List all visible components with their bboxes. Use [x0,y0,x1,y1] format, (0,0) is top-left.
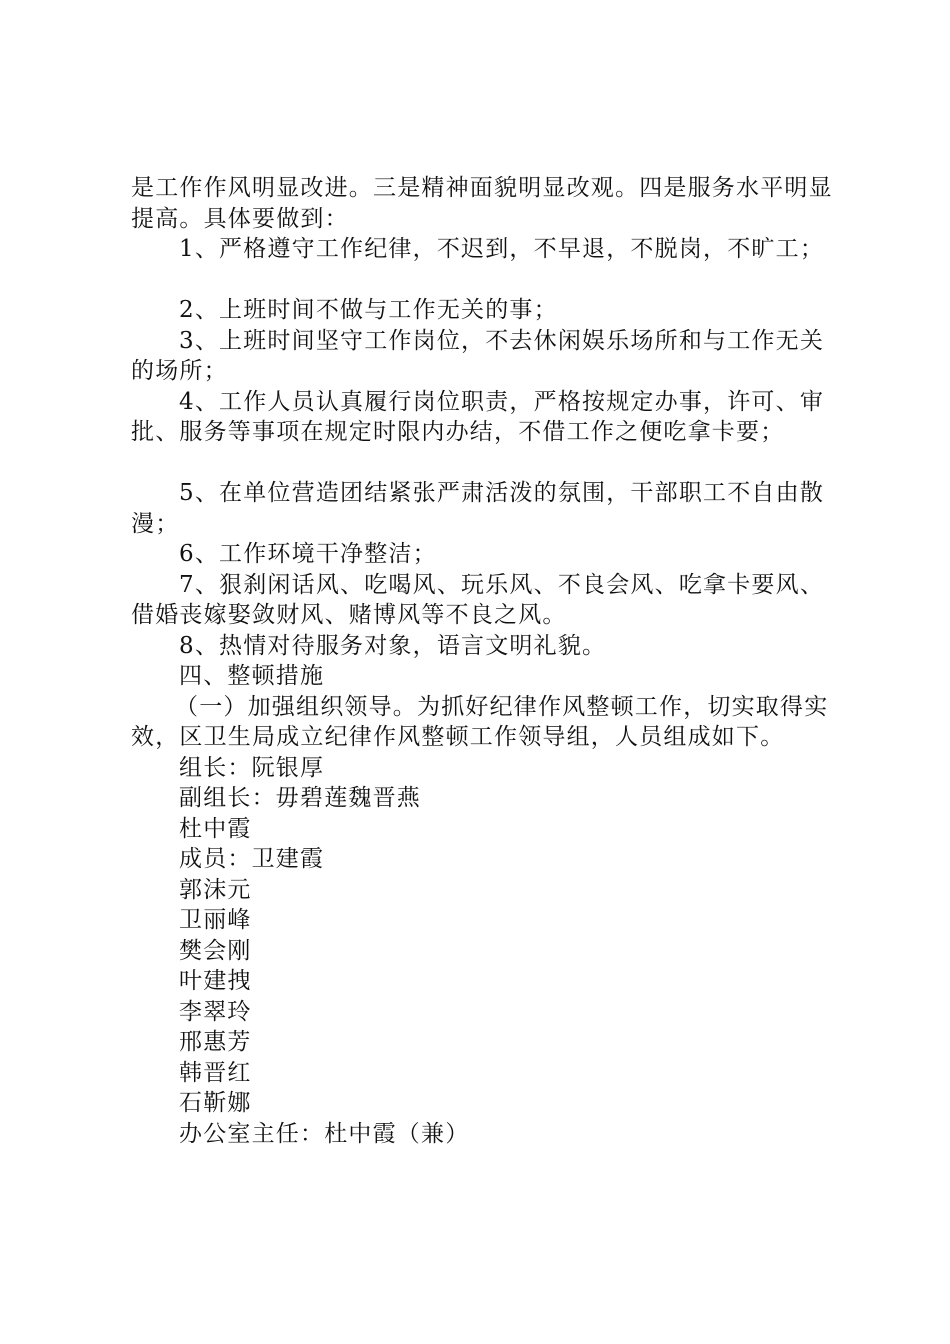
member-line: 樊会刚 [179,937,252,964]
member-line: 副组长：毋碧莲魏晋燕 [179,785,421,811]
member-line: 韩晋红 [179,1059,252,1086]
document-body [131,173,843,1149]
paragraph: 7、狠刹闲话风、吃喝风、玩乐风、不良会风、吃拿卡要风、借婚丧嫁娶敛财风、赌博风等不良之风。 [131,571,825,628]
member-line: 叶建拽 [179,968,252,994]
paragraph: 四、整顿措施 [179,663,325,689]
paragraph: （一）加强组织领导。为抓好纪律作风整顿工作，切实取得实效，区卫生局成立纪律作风整顿工作领导组，人员组成如下。 [131,693,829,750]
paragraph: 3、上班时间坚守工作岗位，不去休闲娱乐场所和与工作无关的场所； [131,327,825,384]
paragraph: 4、工作人员认真履行岗位职责，严格按规定办事，许可、审批、服务等事项在规定时限内办结，不借工作之便吃拿卡要； [131,388,825,445]
paragraph: 8、热情对待服务对象，语言文明礼貌。 [179,632,607,659]
member-line: 办公室主任：杜中霞（兼） [179,1120,470,1147]
member-line: 杜中霞 [179,815,252,842]
member-line: 邢惠芳 [179,1029,252,1055]
member-line: 石靳娜 [179,1090,252,1116]
paragraph: 2、上班时间不做与工作无关的事； [179,297,558,323]
paragraph: 6、工作环境干净整洁； [179,541,437,567]
paragraph: 5、在单位营造团结紧张严肃活泼的氛围，干部职工不自由散漫； [131,480,825,537]
member-line: 李翠玲 [179,998,252,1025]
member-line: 卫丽峰 [179,907,252,933]
member-line: 郭沫元 [179,876,252,903]
member-line: 组长：阮银厚 [179,754,325,781]
paragraph: 1、严格遵守工作纪律，不迟到，不早退，不脱岗，不旷工； [179,236,825,262]
paragraph: 是工作作风明显改进。三是精神面貌明显改观。四是服务水平明显提高。具体要做到： [131,175,833,232]
member-line: 成员：卫建霞 [179,846,325,872]
